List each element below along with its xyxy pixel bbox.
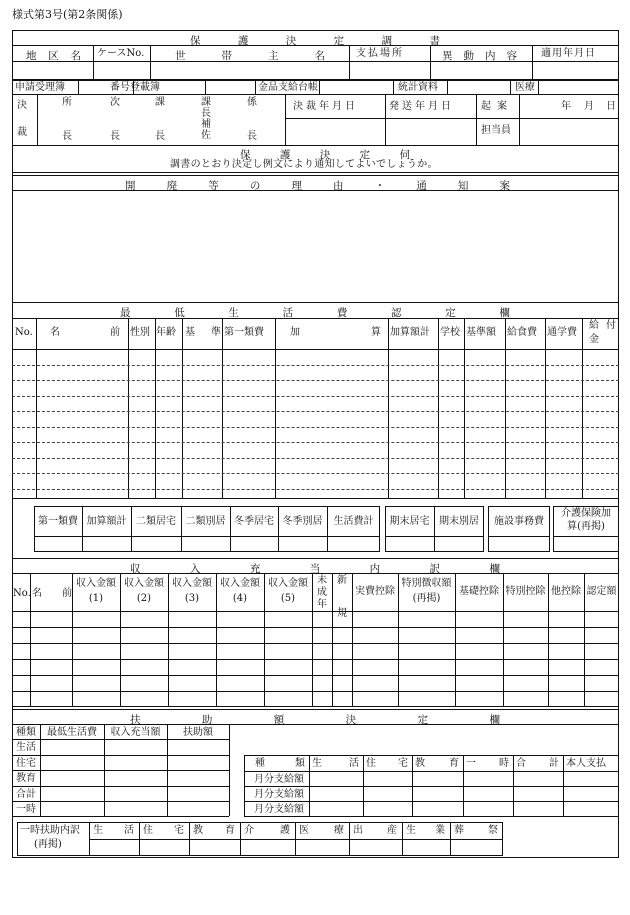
temp-col-a: 生	[93, 825, 103, 836]
rule-v	[532, 45, 533, 79]
temp-col-b: 業	[435, 825, 445, 836]
rule-h	[12, 190, 619, 191]
ml-col-name-b: 前	[110, 327, 120, 338]
inc-col-amount-a: 収入金額	[124, 578, 164, 589]
rule-h	[12, 498, 619, 499]
rule-h	[244, 816, 619, 817]
reason-title-char: 由	[333, 180, 344, 192]
approval-staff-top: 係	[247, 97, 257, 108]
rule-v	[93, 45, 94, 79]
ml-col-add-total: 加算額計	[390, 327, 430, 338]
reason-title-char: 知	[457, 180, 469, 192]
rule-v	[128, 318, 129, 498]
reason-title-char: 廃	[166, 180, 178, 192]
rule-v	[385, 94, 386, 146]
aid-head-income: 収入充当額	[110, 727, 161, 738]
inc-col-special: 特別控除	[505, 586, 546, 597]
ml-col-std-amount: 基準額	[466, 327, 496, 338]
rule-v	[181, 506, 182, 552]
inc-col-levy-b: (再掲)	[412, 593, 441, 604]
temp-label-b: (再掲)	[34, 839, 62, 850]
approval-chief-top: 所	[62, 97, 72, 108]
ml-col-age: 年齢	[156, 327, 176, 338]
rule-h	[553, 536, 619, 537]
inc-col-new-char: 規	[337, 608, 347, 619]
approval-day: 日	[606, 101, 616, 112]
rule-dashed	[12, 489, 619, 490]
summary-b-cell: 期末別居	[439, 516, 479, 527]
inc-col-levy-a: 特別徴収額	[401, 578, 452, 589]
rule-v	[229, 724, 230, 816]
rule-h	[12, 709, 619, 710]
aid-r-row-label: 月分支給額	[254, 789, 304, 800]
inc-col-name-b: 前	[62, 588, 72, 599]
header-district-char: 区	[48, 50, 59, 62]
summary-a-cell: 生活費計	[333, 516, 374, 527]
inc-col-other: 他控除	[551, 586, 581, 597]
rule-v	[447, 80, 448, 94]
header-householder-char: 帯	[221, 50, 232, 62]
rule-h	[244, 755, 619, 756]
rule-h	[12, 739, 229, 740]
rule-dashed	[12, 473, 619, 474]
inc-col-name-a: 名	[32, 588, 42, 599]
rule-h	[12, 770, 229, 771]
rule-h	[12, 80, 619, 81]
ml-col-school: 学校	[440, 327, 460, 338]
aid-r-col-b: 宅	[398, 758, 408, 769]
rule-h	[12, 816, 229, 817]
rule-h	[12, 786, 229, 787]
reason-title-char: 案	[499, 180, 510, 192]
inc-col-amount-a: 収入金額	[172, 578, 212, 589]
ml-col-benefit-b: 付	[606, 320, 616, 331]
rule-v	[582, 318, 583, 498]
inc-col-amount-b: (2)	[136, 593, 152, 604]
rule-v	[332, 573, 333, 706]
min-living-title-char: 定	[445, 307, 456, 319]
header-householder-char: 名	[314, 50, 325, 62]
income-title-char: 入	[189, 563, 201, 575]
rule-v	[319, 80, 320, 94]
rule-v	[312, 573, 313, 706]
aid-r-col-a: 生	[312, 758, 322, 769]
rule-v	[545, 318, 546, 498]
form-title-char: 保	[190, 35, 201, 47]
rule-v	[327, 506, 328, 552]
temp-col-a: 出	[353, 825, 363, 836]
min-living-title-char: 費	[336, 307, 348, 319]
aid-r-col-b: 計	[549, 758, 559, 769]
reason-title-char: ・	[374, 180, 386, 192]
rule-v	[78, 80, 79, 94]
summary-a-cell: 二類居宅	[136, 516, 176, 527]
temp-col-b: 護	[280, 825, 290, 836]
inc-col-amount-a: 収入金額	[220, 578, 260, 589]
request-title-char: 定	[359, 149, 371, 161]
summary-a-cell: 第一類費	[38, 516, 78, 527]
aid-title-char: 扶	[130, 714, 141, 726]
rule-h	[244, 771, 619, 772]
form-title-char: 護	[237, 35, 249, 47]
min-living-title-char: 生	[228, 307, 239, 319]
rule-dashed	[12, 380, 619, 381]
aid-title-char: 定	[417, 714, 429, 726]
ml-col-meal: 給食費	[507, 327, 537, 338]
aid-title-char: 額	[273, 714, 285, 726]
rule-h	[12, 145, 619, 146]
temp-col-a: 教	[193, 825, 203, 836]
rule-h	[12, 45, 619, 46]
income-title-char: 充	[249, 563, 261, 575]
rule-v	[37, 94, 38, 146]
ml-col-add-b: 算	[371, 327, 381, 338]
aid-head-aid: 扶助額	[183, 727, 213, 738]
rule-v	[349, 45, 350, 79]
temp-col-b: 療	[334, 825, 344, 836]
rule-v	[133, 80, 134, 94]
rule-v	[278, 506, 279, 552]
ml-col-benefit-c: 金	[589, 334, 599, 345]
ml-col-std-a: 基	[185, 327, 195, 338]
reason-title-char: 理	[291, 180, 302, 192]
form-title-char: 書	[429, 35, 440, 47]
aid-r-type-b: 類	[295, 758, 305, 769]
rule-h	[244, 786, 619, 787]
rule-v	[131, 506, 132, 552]
income-title-char: 内	[369, 563, 381, 575]
header-district-char: 名	[70, 50, 81, 62]
inc-col-approved: 認定額	[586, 586, 617, 597]
inc-col-actual: 実費控除	[355, 586, 395, 597]
approval-assist-char: 課	[201, 97, 211, 108]
temp-col-a: 葬	[454, 825, 464, 836]
approval-send-date: 発送年月日	[389, 101, 454, 112]
inc-col-amount-a: 収入金額	[268, 578, 308, 589]
ml-col-std-b: 準	[211, 327, 221, 338]
aid-r-col-a: 一	[466, 758, 476, 769]
header-case-no: ケースNo.	[97, 48, 145, 59]
header-district-char: 地	[26, 50, 37, 62]
rule-h	[12, 755, 229, 756]
rule-dashed	[12, 458, 619, 459]
rule-v	[230, 506, 231, 552]
rule-h	[12, 659, 619, 660]
ledger-stats: 統計資料	[398, 82, 438, 93]
inc-col-amount-b: (3)	[184, 593, 200, 604]
aid-head-min: 最低生活費	[47, 727, 97, 738]
temp-col-b: 宅	[174, 825, 184, 836]
rule-h	[244, 801, 619, 802]
ml-col-add-a: 加	[290, 327, 300, 338]
rule-v	[505, 318, 506, 498]
min-living-title-char: 低	[174, 307, 185, 319]
aid-row-label: 合計	[16, 788, 36, 800]
header-payment-place: 支払場所	[356, 48, 404, 59]
rule-h	[12, 675, 619, 676]
rule-v	[150, 45, 151, 79]
aid-r-type-a: 種	[255, 758, 265, 769]
min-living-title-char: 認	[391, 307, 402, 319]
aid-r-col-b: 育	[449, 758, 459, 769]
approval-vice-bottom: 長	[110, 131, 120, 142]
aid-r-self-pay: 本人支払	[566, 758, 606, 769]
rule-dashed	[12, 396, 619, 397]
income-title-char: 訳	[429, 563, 441, 575]
rule-v	[222, 318, 223, 498]
approval-year: 年	[561, 101, 571, 112]
inc-col-amount-b: (1)	[88, 593, 104, 604]
inc-col-amount-b: (4)	[232, 593, 248, 604]
form-title-char: 決	[285, 35, 297, 47]
temp-col-a: 生	[406, 825, 416, 836]
approval-ketsu: 決	[17, 100, 27, 111]
approval-section-bottom: 長	[155, 131, 165, 142]
ledger-medical: 医療	[515, 82, 535, 93]
min-living-title-char: 活	[282, 307, 294, 319]
ml-col-benefit-a: 給	[589, 320, 599, 331]
rule-h	[12, 558, 619, 559]
income-title-char: 欄	[489, 563, 500, 575]
temp-col-b: 活	[124, 825, 134, 836]
inc-col-minor-char: 成	[317, 587, 327, 598]
rule-v	[538, 80, 539, 94]
reason-title-char: 等	[208, 180, 219, 192]
approval-sai: 裁	[17, 127, 27, 138]
aid-r-col-a: 教	[415, 758, 425, 769]
care-ins-label-b: 算(再掲)	[567, 521, 605, 532]
aid-row-label: 教育	[16, 773, 36, 784]
rule-h	[12, 706, 619, 707]
rule-v	[438, 318, 439, 498]
temp-col-a: 介	[244, 825, 254, 836]
form-title-char: 定	[333, 35, 345, 47]
aid-r-col-b: 活	[349, 758, 359, 769]
aid-row-label: 一時	[16, 804, 36, 815]
form-label: 様式第3号(第2条関係)	[12, 8, 123, 21]
header-change-char: 容	[506, 50, 517, 62]
header-householder-char: 世	[175, 50, 186, 62]
rule-h	[12, 627, 619, 628]
rule-h	[385, 536, 484, 537]
rule-h	[12, 801, 229, 802]
rule-h	[12, 94, 619, 95]
summary-a-cell: 冬季別居	[282, 516, 323, 527]
ml-col-no: No.	[15, 327, 33, 338]
summary-a-cell: 加算額計	[86, 516, 127, 527]
request-title-char: 保	[240, 149, 251, 161]
header-change-char: 動	[463, 50, 474, 62]
income-title-char: 当	[309, 563, 321, 575]
rule-h	[12, 643, 619, 644]
temp-col-a: 医	[299, 825, 309, 836]
rule-v	[434, 506, 435, 552]
rule-v	[155, 318, 156, 498]
income-title-char: 収	[130, 563, 141, 575]
rule-v	[388, 318, 389, 498]
form-title-char: 調	[381, 35, 393, 47]
rule-v	[255, 80, 256, 94]
aid-title-char: 決	[345, 714, 357, 726]
approval-chief-bottom: 長	[62, 131, 72, 142]
aid-r-row-label: 月分支給額	[254, 774, 304, 785]
aid-r-col-a: 住	[366, 758, 376, 769]
min-living-title-char: 最	[120, 307, 131, 319]
rule-h	[12, 61, 619, 62]
facility-box	[488, 506, 550, 552]
rule-h	[12, 172, 619, 173]
rule-h	[12, 175, 619, 176]
rule-v	[275, 318, 276, 498]
rule-dashed	[12, 365, 619, 366]
summary-b-cell: 期末居宅	[389, 516, 430, 527]
approval-month: 月	[584, 101, 594, 112]
rule-v	[182, 318, 183, 498]
rule-v	[476, 94, 477, 146]
temp-label-a: 一時扶助内訳	[20, 825, 80, 836]
summary-box-a	[34, 506, 380, 552]
header-change-char: 内	[485, 50, 496, 62]
rule-h	[12, 302, 619, 303]
approval-draft: 起案	[481, 101, 513, 112]
temp-col-b: 産	[387, 825, 397, 836]
aid-r-row-label: 月分支給額	[254, 804, 304, 815]
ledger-cash: 金品支給台帳	[258, 82, 318, 93]
header-householder-char: 主	[268, 50, 279, 62]
approval-vice-top: 次	[110, 97, 120, 108]
temp-col-b: 祭	[488, 825, 498, 836]
care-ins-label-a: 介護保険加	[561, 508, 611, 519]
request-title-char: 決	[319, 149, 331, 161]
min-living-title-char: 欄	[499, 307, 510, 319]
inc-col-basic: 基礎控除	[459, 586, 499, 597]
rule-v	[510, 80, 511, 94]
aid-title-char: 助	[201, 714, 213, 726]
aid-r-col-b: 時	[499, 758, 509, 769]
rule-h	[89, 839, 503, 840]
aid-r-col-a: 合	[516, 758, 526, 769]
ml-col-commute: 通学費	[547, 327, 577, 338]
approval-staff-bottom: 長	[247, 131, 257, 142]
ml-col-sex: 性別	[130, 327, 150, 338]
request-text: 調書のとおり決定し例文により通知してよいでしょうか。	[170, 159, 438, 170]
rule-v	[430, 45, 431, 79]
rule-h	[34, 536, 380, 537]
rule-v	[36, 318, 37, 498]
rule-h	[12, 349, 619, 350]
ml-col-type1: 第一類費	[224, 327, 264, 338]
rule-h	[12, 611, 619, 612]
ml-col-name-a: 名	[50, 327, 60, 338]
reason-title-char: の	[249, 180, 261, 192]
approval-assist-char: 補	[201, 119, 211, 130]
rule-h	[285, 118, 619, 119]
header-change-char: 異	[442, 50, 453, 62]
inc-col-minor-char: 未	[317, 575, 327, 586]
rule-v	[285, 94, 286, 146]
reason-title-char: 通	[416, 180, 427, 192]
approval-section-top: 課	[155, 97, 165, 108]
rule-v	[82, 506, 83, 552]
header-apply-date: 適用年月日	[541, 48, 596, 59]
inc-col-amount-b: (5)	[280, 593, 296, 604]
approval-decision-date: 決裁年月日	[293, 101, 358, 112]
temp-col-a: 住	[143, 825, 153, 836]
rule-h	[12, 691, 619, 692]
aid-title-char: 欄	[489, 714, 500, 726]
rule-v	[393, 80, 394, 94]
ledger-number: 番号登載簿	[110, 82, 160, 93]
temp-col-b: 育	[225, 825, 235, 836]
inc-col-minor-char: 年	[317, 599, 327, 610]
approval-person: 担当員	[481, 125, 511, 136]
rule-dashed	[12, 427, 619, 428]
inc-col-amount-a: 収入金額	[76, 578, 116, 589]
inc-col-new-char: 新	[337, 575, 347, 586]
rule-dashed	[12, 411, 619, 412]
rule-v	[464, 318, 465, 498]
approval-assist-char: 佐	[201, 130, 211, 141]
facility-label: 施設事務費	[494, 516, 544, 527]
rule-h	[12, 318, 619, 319]
rule-v	[205, 80, 206, 94]
request-title-char: 護	[279, 149, 291, 161]
rule-h	[12, 573, 619, 574]
rule-v	[519, 94, 520, 146]
rule-dashed	[12, 442, 619, 443]
rule-h	[488, 536, 550, 537]
summary-a-cell: 冬季居宅	[234, 516, 274, 527]
aid-row-label: 生活	[16, 742, 36, 753]
inc-col-no: No.	[13, 588, 31, 599]
approval-assist-char: 長	[201, 108, 211, 119]
request-title-char: 伺	[399, 149, 410, 161]
aid-row-label: 住宅	[16, 757, 36, 769]
reason-title-char: 開	[125, 180, 136, 192]
summary-a-cell: 二類別居	[185, 516, 226, 527]
aid-head-type: 種類	[16, 727, 36, 738]
ledger-application: 申請受理簿	[15, 82, 65, 93]
